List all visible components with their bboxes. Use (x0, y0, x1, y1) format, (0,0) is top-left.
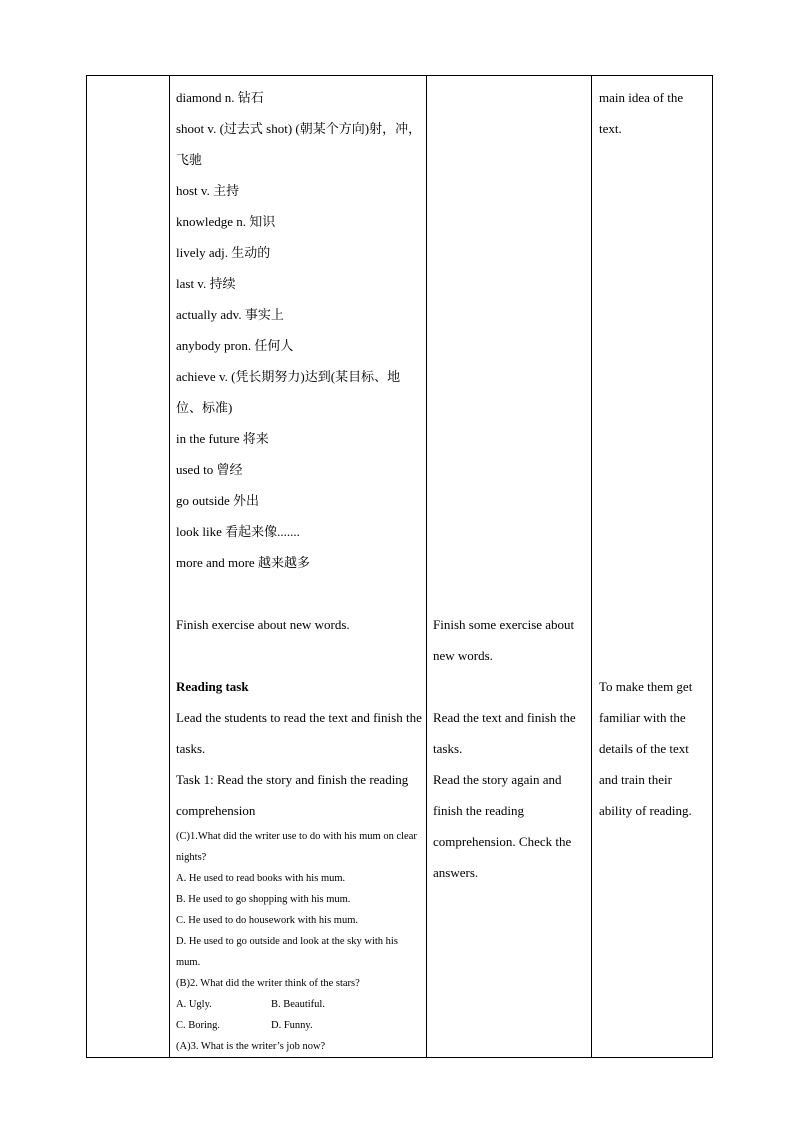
purpose-main-idea: main idea of the text. (599, 90, 684, 136)
vocab-item-go-outside: go outside 外出 (176, 493, 260, 508)
question-2-option-d: D. Funny. (271, 1020, 313, 1031)
task1-instruction: Task 1: Read the story and finish the reading comprehension (176, 772, 409, 818)
vocab-item-look-like: look like 看起来像....... (176, 524, 300, 539)
question-2: (B)2. What did the writer think of the stars? (176, 978, 360, 989)
reading-task-heading: Reading task (176, 679, 249, 694)
student-read-again: Read the story again and finish the reading comprehension. Check the answers. (433, 772, 572, 880)
question-1-option-c: C. He used to do housework with his mum. (176, 915, 358, 926)
teacher-activity-cell (170, 76, 427, 1058)
vocab-item-lively: lively adj. 生动的 (176, 245, 271, 260)
vocab-item-host: host v. 主持 (176, 183, 240, 198)
question-1-option-a: A. He used to read books with his mum. (176, 873, 346, 884)
student-finish-exercise: Finish some exercise about new words. (433, 617, 575, 663)
question-2-options-row2 (176, 1015, 422, 1036)
student-read-text: Read the text and finish the tasks. (433, 710, 576, 756)
question-2-option-a: A. Ugly. (176, 999, 212, 1010)
vocab-item-diamond: diamond n. 钻石 (176, 90, 264, 105)
question-2-options-row1 (176, 994, 422, 1015)
purpose-familiar: To make them get familiar with the details of the text and train their ability of reading. (599, 679, 693, 818)
vocab-item-knowledge: knowledge n. 知识 (176, 214, 276, 229)
question-2-option-c: C. Boring. (176, 1020, 221, 1031)
vocab-item-used-to: used to 曾经 (176, 462, 243, 477)
teacher-lead-instruction: Lead the students to read the text and finish the tasks. (176, 710, 422, 756)
question-2-option-b: B. Beautiful. (271, 999, 325, 1010)
student-activity-cell (427, 76, 592, 1058)
question-1: (C)1.What did the writer use to do with his mum on clear nights? (176, 831, 417, 863)
vocab-item-actually: actually adv. 事实上 (176, 307, 284, 322)
vocab-item-achieve: achieve v. (凭长期努力)达到(某目标、地位、标准) (176, 369, 401, 415)
step-column-cell (87, 76, 170, 1058)
teacher-finish-exercise: Finish exercise about new words. (176, 617, 350, 632)
question-3: (A)3. What is the writer’s job now? (176, 1041, 326, 1052)
question-1-option-b: B. He used to go shopping with his mum. (176, 894, 351, 905)
vocab-item-shoot: shoot v. (过去式 shot) (朝某个方向)射，冲，飞驰 (176, 121, 422, 167)
vocab-item-last: last v. 持续 (176, 276, 236, 291)
vocab-item-more-and-more: more and more 越来越多 (176, 555, 310, 570)
purpose-cell (592, 76, 713, 1058)
table-row (87, 76, 713, 1058)
vocab-item-anybody: anybody pron. 任何人 (176, 338, 294, 353)
vocab-item-in-the-future: in the future 将来 (176, 431, 269, 446)
question-1-option-d: D. He used to go outside and look at the sky with his mum. (176, 936, 398, 968)
lesson-plan-table (86, 75, 713, 1058)
